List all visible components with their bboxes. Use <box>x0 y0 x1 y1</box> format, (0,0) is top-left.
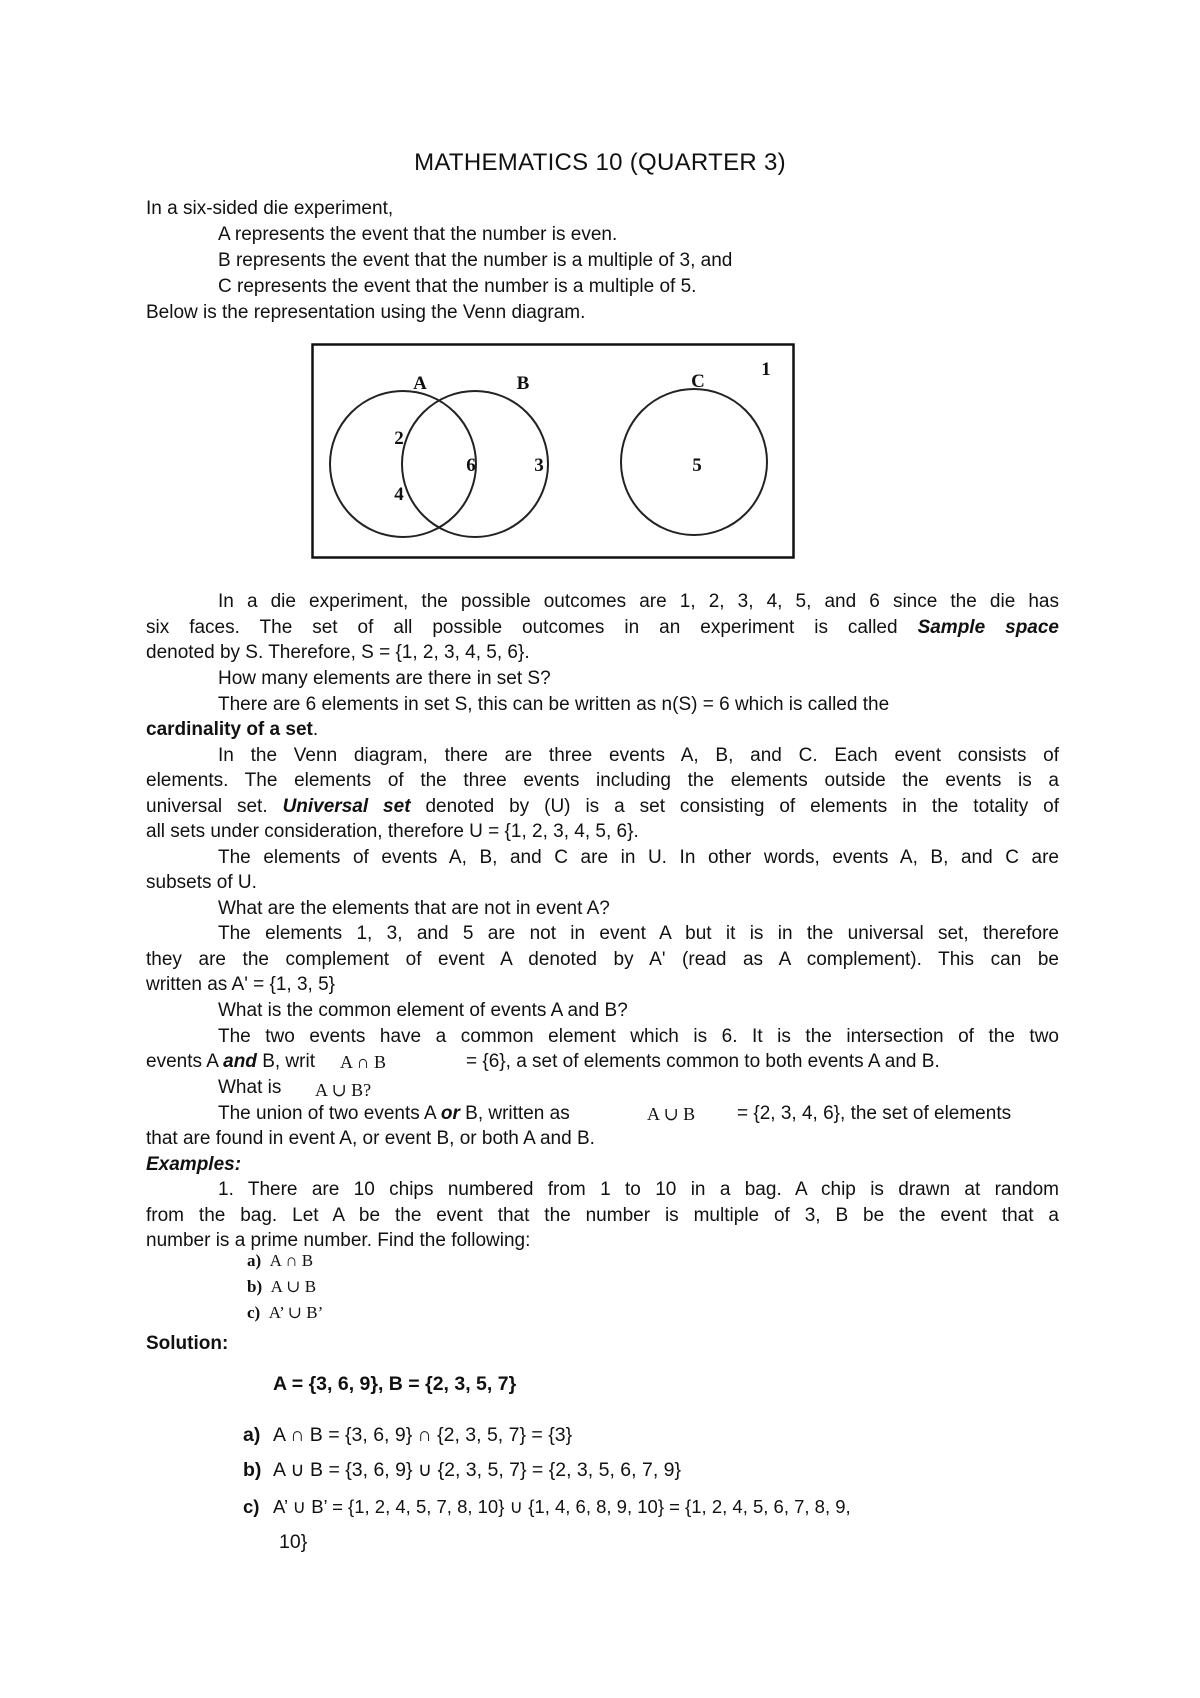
text-line: they are the complement of event A denoted by A' (read as A complement). This can be <box>146 949 1059 970</box>
element-a-only: 4 <box>394 484 404 505</box>
list-item: b) A ∪ B <box>247 1277 317 1296</box>
text-line: cardinality of a set. <box>146 719 319 740</box>
examples-heading: Examples: <box>146 1154 242 1175</box>
text-line: elements. The elements of the three events including the elements outside the events is a <box>146 770 1059 791</box>
solution-line: c) A’ ∪ B’ = {1, 2, 4, 5, 7, 8, 10} ∪ {1, 4, 6, 8, 9, 10} = {1, 2, 4, 5, 6, 7, 8, 9, <box>243 1496 851 1517</box>
text-line: universal set. Universal set denoted by (U) is a set consisting of elements in the totality of <box>146 796 1059 817</box>
text-line: six faces. The set of all possible outcomes in an experiment is called Sample space <box>146 617 1059 638</box>
intro-line: In a six-sided die experiment, <box>146 198 394 219</box>
text-line: In the Venn diagram, there are three events A, B, and C. Each event consists of <box>218 745 1059 766</box>
text-line: In a die experiment, the possible outcomes are 1, 2, 3, 4, 5, and 6 since the die has <box>218 591 1059 612</box>
list-item: c) A’ ∪ B’ <box>247 1303 324 1322</box>
text-line: from the bag. Let A be the event that the number is multiple of 3, B be the event that a <box>146 1205 1059 1226</box>
text-line: = {2, 3, 4, 6}, the set of elements <box>737 1103 1012 1124</box>
list-item: a) A ∩ B <box>247 1251 314 1270</box>
solution-line: a) A ∩ B = {3, 6, 9} ∩ {2, 3, 5, 7} = {3} <box>243 1424 573 1446</box>
solution-given: A = {3, 6, 9}, B = {2, 3, 5, 7} <box>273 1373 517 1395</box>
element-a-only: 2 <box>394 428 404 449</box>
term-universal-set: Universal set <box>282 796 411 817</box>
text-line: events A and B, writ <box>146 1051 315 1072</box>
text-line: The two events have a common element which is 6. It is the intersection of the two <box>218 1026 1059 1047</box>
outside-element: 1 <box>761 359 771 380</box>
question-line: What are the elements that are not in event A? <box>218 898 610 919</box>
text-line: written as A' = {1, 3, 5} <box>146 974 335 995</box>
solution-line: b) A ∪ B = {3, 6, 9} ∪ {2, 3, 5, 7} = {2, 3, 5, 6, 7, 9} <box>243 1459 682 1481</box>
text-line: The elements 1, 3, and 5 are not in event A but it is in the universal set, therefore <box>218 923 1059 944</box>
text-line: that are found in event A, or event B, or both A and B. <box>146 1128 595 1149</box>
label-c: C <box>691 371 705 392</box>
text-line: subsets of U. <box>146 872 257 893</box>
text-line: The union of two events A or B, written as <box>218 1103 570 1124</box>
question-line: What is the common element of events A and B? <box>218 1000 628 1021</box>
page-title: MATHEMATICS 10 (QUARTER 3) <box>414 149 786 176</box>
question-line: What is <box>218 1077 282 1098</box>
element-intersection: 6 <box>466 455 476 476</box>
venn-diagram <box>311 343 795 559</box>
text-line: There are 6 elements in set S, this can be written as n(S) = 6 which is called the <box>218 694 890 715</box>
union-expression: A ∪ B? <box>315 1080 372 1100</box>
term-cardinality: cardinality of a set <box>146 719 313 740</box>
intro-line: C represents the event that the number is a multiple of 5. <box>218 276 697 297</box>
text-line: 1. There are 10 chips numbered from 1 to 10 in a bag. A chip is drawn at random <box>218 1179 1059 1200</box>
intro-line: A represents the event that the number is even. <box>218 224 618 245</box>
intro-line: Below is the representation using the Venn diagram. <box>146 302 586 323</box>
question-line: How many elements are there in set S? <box>218 668 551 689</box>
text-line: number is a prime number. Find the following: <box>146 1230 531 1251</box>
text-line: The elements of events A, B, and C are in U. In other words, events A, B, and C are <box>218 847 1059 868</box>
label-b: B <box>516 373 530 394</box>
solution-line-wrap: 10} <box>279 1531 308 1553</box>
text-line: = {6}, a set of elements common to both events A and B. <box>466 1051 940 1072</box>
text-line: all sets under consideration, therefore U = {1, 2, 3, 4, 5, 6}. <box>146 821 639 842</box>
union-expression: A ∪ B <box>647 1104 696 1124</box>
venn-frame <box>313 345 794 558</box>
element-c-only: 5 <box>692 455 702 476</box>
label-a: A <box>413 373 427 394</box>
solution-heading: Solution: <box>146 1333 229 1354</box>
intro-line: B represents the event that the number is a multiple of 3, and <box>218 250 733 271</box>
term-sample-space: Sample space <box>917 617 1059 638</box>
intersection-expression: A ∩ B <box>340 1052 387 1072</box>
element-b-only: 3 <box>534 455 544 476</box>
text-line: denoted by S. Therefore, S = {1, 2, 3, 4, 5, 6}. <box>146 642 530 663</box>
